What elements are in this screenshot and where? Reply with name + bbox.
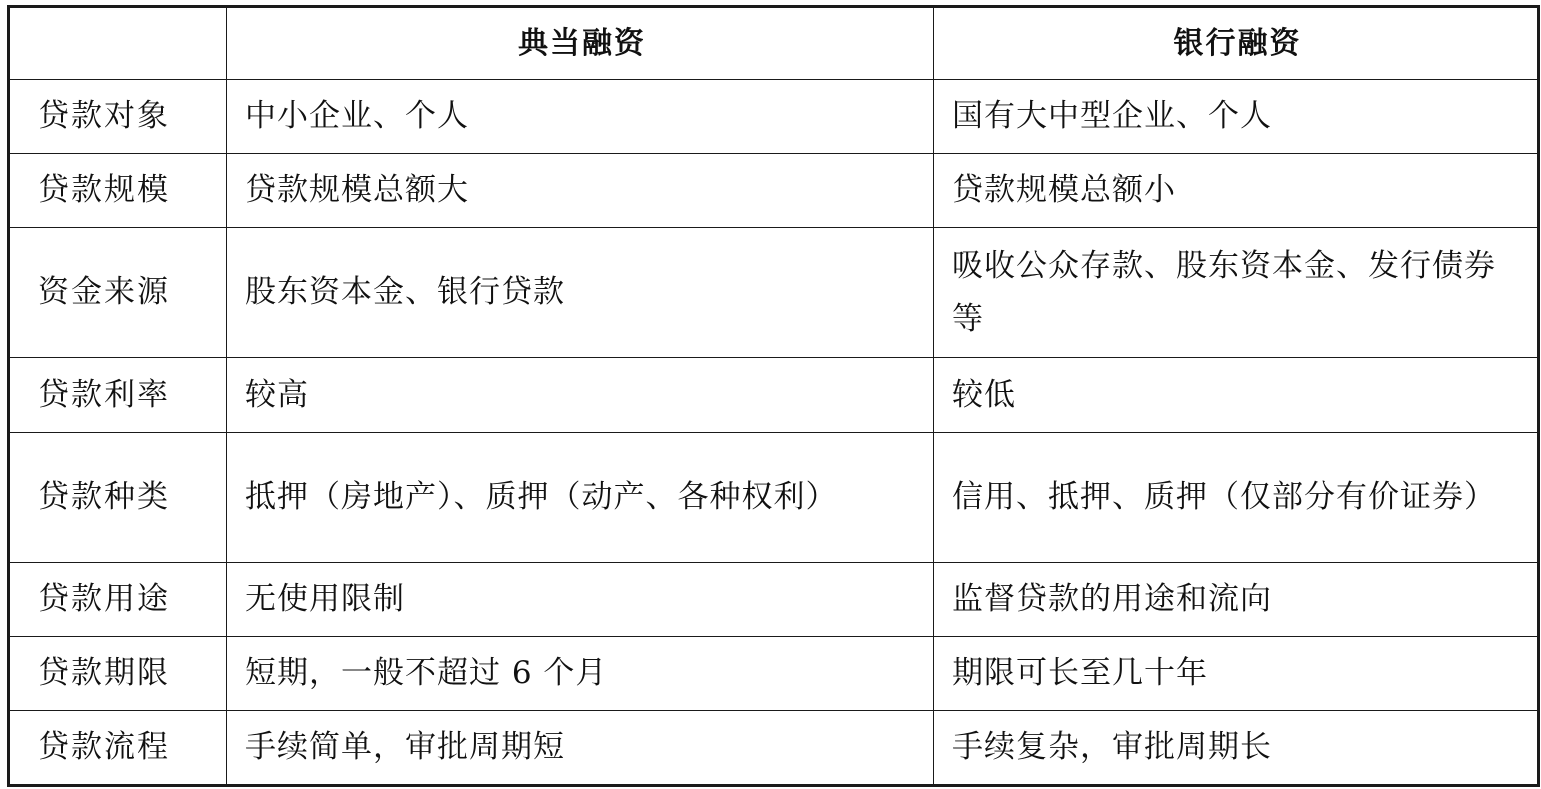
- table-row: [9, 80, 1539, 154]
- table-row: [9, 637, 1539, 711]
- table-row: [9, 358, 1539, 433]
- pawn-cell: 股东资本金、银行贷款: [227, 228, 934, 358]
- bank-cell: 手续复杂，审批周期长: [934, 711, 1539, 786]
- row-label: 贷款流程: [9, 711, 227, 786]
- row-label: 贷款种类: [9, 433, 227, 563]
- pawn-cell: 手续简单，审批周期短: [227, 711, 934, 786]
- pawn-cell: 无使用限制: [227, 563, 934, 637]
- bank-cell: 贷款规模总额小: [934, 154, 1539, 228]
- row-label: 贷款对象: [9, 80, 227, 154]
- row-label: 资金来源: [9, 228, 227, 358]
- table-row: [9, 563, 1539, 637]
- pawn-cell: 贷款规模总额大: [227, 154, 934, 228]
- header-bank-financing: 银行融资: [934, 7, 1539, 80]
- bank-cell: 吸收公众存款、股东资本金、发行债券等: [934, 228, 1539, 358]
- header-pawn-financing: 典当融资: [227, 7, 934, 80]
- table-row: [9, 154, 1539, 228]
- pawn-cell: 中小企业、个人: [227, 80, 934, 154]
- pawn-cell: 较高: [227, 358, 934, 433]
- table-row: [9, 228, 1539, 358]
- bank-cell: 期限可长至几十年: [934, 637, 1539, 711]
- row-label: 贷款期限: [9, 637, 227, 711]
- pawn-cell: 短期，一般不超过 6 个月: [227, 637, 934, 711]
- row-label: 贷款规模: [9, 154, 227, 228]
- row-label: 贷款利率: [9, 358, 227, 433]
- header-row: [9, 7, 1539, 80]
- pawn-cell: 抵押（房地产）、质押（动产、各种权利）: [227, 433, 934, 563]
- table-row: [9, 433, 1539, 563]
- bank-cell: 监督贷款的用途和流向: [934, 563, 1539, 637]
- comparison-table: [7, 5, 1540, 787]
- row-label: 贷款用途: [9, 563, 227, 637]
- bank-cell: 较低: [934, 358, 1539, 433]
- bank-cell: 信用、抵押、质押（仅部分有价证券）: [934, 433, 1539, 563]
- header-corner-cell: [9, 7, 227, 80]
- table-row: [9, 711, 1539, 786]
- bank-cell: 国有大中型企业、个人: [934, 80, 1539, 154]
